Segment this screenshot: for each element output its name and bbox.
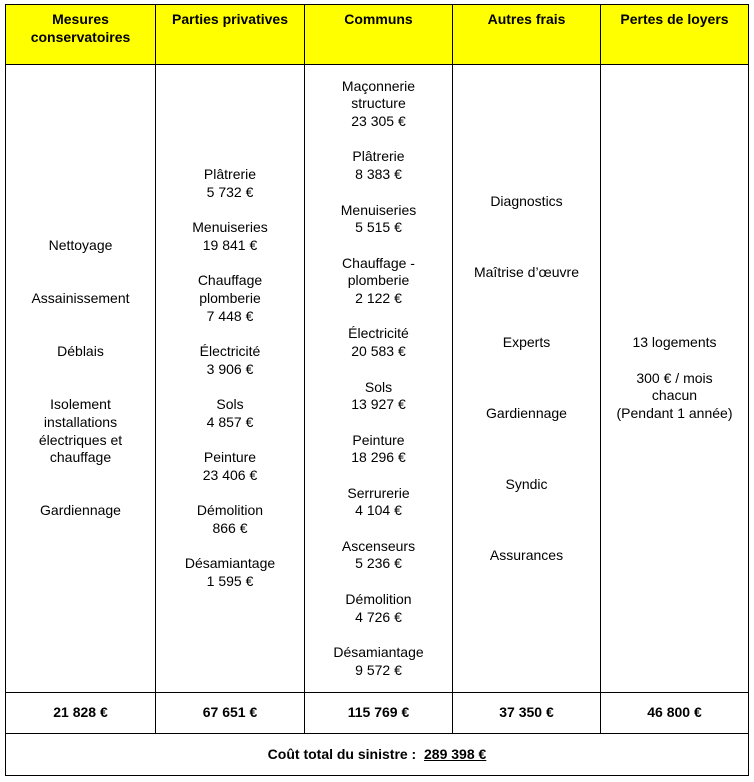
list-item: chacun [651,387,698,404]
totals-row [6,693,749,734]
amount: 13 927 € [351,396,406,413]
list-item: chauffage [49,449,112,466]
amount: 23 406 € [202,466,258,483]
grand-total-value: 289 398 € [424,745,487,762]
list-item: Démolition [345,590,412,607]
amount: 5 732 € [206,183,254,200]
amount: 20 583 € [351,343,406,360]
autres-list [453,193,600,565]
cell-mesures [6,65,156,693]
total-privatives: 67 651 € [156,693,305,734]
list-item: Isolement [50,396,111,413]
list-item: Gardiennage [40,502,121,519]
header-privatives: Parties privatives [156,5,305,65]
list-item: Électricité [348,325,409,342]
list-item: Électricité [199,343,261,360]
total-communs: 115 769 € [305,693,453,734]
list-item: plomberie [347,272,410,289]
list-item: (Pendant 1 année) [616,405,733,422]
amount: 19 841 € [202,236,258,253]
grand-total-label: Coût total du sinistre : [267,745,417,762]
amount: 5 515 € [355,219,402,236]
grand-total-cell [6,734,749,776]
amount: 4 857 € [206,413,254,430]
list-item: Ascenseurs [341,537,416,554]
list-item: Désamiantage [333,643,424,660]
header-autres: Autres frais [453,5,601,65]
list-item: Diagnostics [490,192,563,209]
amount: 18 296 € [351,449,406,466]
list-item: Maçonnerie [341,77,416,94]
list-item: Assurances [489,546,564,563]
cost-table [5,4,749,776]
header-communs: Communs [305,5,453,65]
communs-list [305,78,452,680]
mesures-list [6,237,155,520]
total-mesures: 21 828 € [6,693,156,734]
amount: 1 595 € [206,573,254,590]
list-item: Désamiantage [184,555,276,572]
list-item: Peinture [203,449,257,466]
list-item: Menuiseries [340,201,417,218]
list-item: Syndic [505,475,548,492]
list-item: 13 logements [632,334,717,351]
list-item: Gardiennage [486,405,567,422]
grand-total-row [6,734,749,776]
amount: 9 572 € [355,661,402,678]
list-item: Maîtrise d’œuvre [473,263,580,280]
list-item: Menuiseries [192,219,268,236]
list-item: Peinture [352,431,405,448]
list-item: Assainissement [31,290,130,307]
amount: 8 383 € [355,166,402,183]
amount: 4 104 € [355,502,402,519]
list-item: Serrurerie [347,484,410,501]
amount: 23 305 € [351,113,406,130]
privatives-list [156,166,304,591]
total-autres: 37 350 € [453,693,601,734]
list-item: Nettoyage [48,236,113,253]
list-item: électriques et [38,431,123,448]
list-item: Plâtrerie [203,166,257,183]
list-item: Déblais [57,343,104,360]
amount: 866 € [212,520,248,537]
cell-pertes [601,65,749,693]
list-item: Sols [216,396,244,413]
header-mesures: Mesures conservatoires [6,5,156,65]
header-pertes: Pertes de loyers [601,5,749,65]
amount: 5 236 € [355,555,402,572]
pertes-list [601,334,748,423]
cell-autres [453,65,601,693]
list-item: Experts [502,334,551,351]
list-item: Sols [364,378,393,395]
header-row [6,5,749,65]
amount: 7 448 € [206,307,254,324]
list-item: Chauffage - [342,254,415,271]
detail-row [6,65,749,693]
cell-privatives [156,65,305,693]
list-item: installations [43,413,118,430]
cell-communs [305,65,453,693]
list-item: Plâtrerie [352,148,405,165]
list-item: Chauffage [197,272,263,289]
list-item: structure [351,95,406,112]
list-item: plomberie [199,290,261,306]
total-pertes: 46 800 € [601,693,749,734]
list-item: 300 € / mois [636,369,713,386]
amount: 2 122 € [355,290,402,307]
amount: 4 726 € [355,608,402,625]
list-item: Démolition [196,502,264,519]
amount: 3 906 € [206,360,254,377]
